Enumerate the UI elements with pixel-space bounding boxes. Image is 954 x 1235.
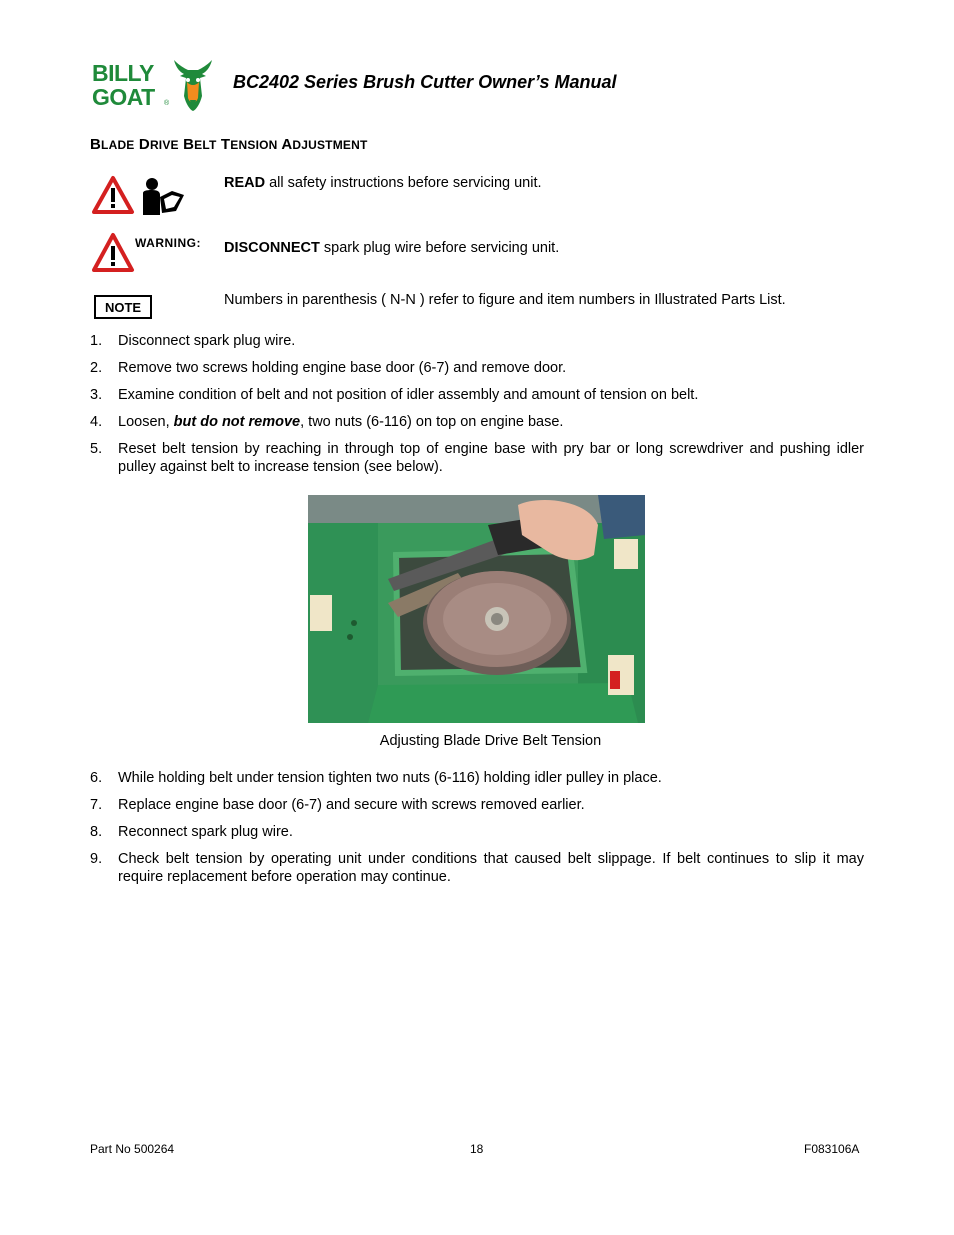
footer-part-number: Part No 500264 — [90, 1142, 175, 1156]
billy-goat-logo — [92, 56, 220, 114]
read-manual-icon — [140, 177, 186, 217]
footer-doc-code: F083106A — [804, 1142, 860, 1156]
warning-label: WARNING: — [135, 236, 201, 250]
list-item: 9. Check belt tension by operating unit under conditions that caused belt slippage. If belt continues to slip it may require replacement before operation may continue. — [90, 851, 864, 885]
belt-adjustment-photo — [308, 495, 645, 723]
list-item: 5. Reset belt tension by reaching in through top of engine base with pry bar or long screwdriver and pushing idler pulley against belt to increase tension (see below). — [90, 441, 864, 475]
steps-list-b — [90, 769, 864, 895]
steps-list-a — [90, 332, 864, 485]
list-item: 1. Disconnect spark plug wire. — [90, 333, 296, 349]
logo-line2: GOAT — [92, 84, 155, 110]
title-word: BELT — [183, 136, 217, 153]
warning-triangle-icon — [91, 175, 135, 215]
manual-title: BC2402 Series Brush Cutter Owner’s Manual — [233, 72, 617, 92]
title-word: BLADE — [90, 136, 135, 153]
read-notice: READ all safety instructions before servicing unit. — [224, 175, 542, 191]
logo-line1: BILLY — [92, 60, 154, 86]
section-title — [90, 136, 368, 153]
disconnect-notice: DISCONNECT spark plug wire before servicing unit. — [224, 240, 560, 256]
list-item: 7. Replace engine base door (6-7) and secure with screws removed earlier. — [90, 797, 585, 813]
figure-caption: Adjusting Blade Drive Belt Tension — [379, 733, 602, 749]
list-item: 3. Examine condition of belt and not position of idler assembly and amount of tension on belt. — [90, 387, 699, 403]
warning-triangle-icon — [91, 232, 135, 274]
list-item: 8. Reconnect spark plug wire. — [90, 824, 293, 840]
list-item: 2. Remove two screws holding engine base door (6-7) and remove door. — [90, 360, 567, 376]
list-item: 4. Loosen, but do not remove, two nuts (6-116) on top on engine base. — [90, 414, 564, 430]
note-text: Numbers in parenthesis ( N-N ) refer to figure and item numbers in Illustrated Parts List. — [224, 292, 786, 308]
title-word: DRIVE — [138, 136, 179, 153]
footer-page-number: 18 — [470, 1142, 484, 1156]
logo-reg: ® — [164, 100, 170, 107]
goat-head-icon — [166, 56, 220, 112]
list-item: 6. While holding belt under tension tighten two nuts (6-116) holding idler pulley in place. — [90, 770, 662, 786]
title-word: ADJUSTMENT — [281, 136, 368, 153]
title-word: TENSION — [220, 136, 278, 153]
note-badge: NOTE — [94, 295, 152, 319]
